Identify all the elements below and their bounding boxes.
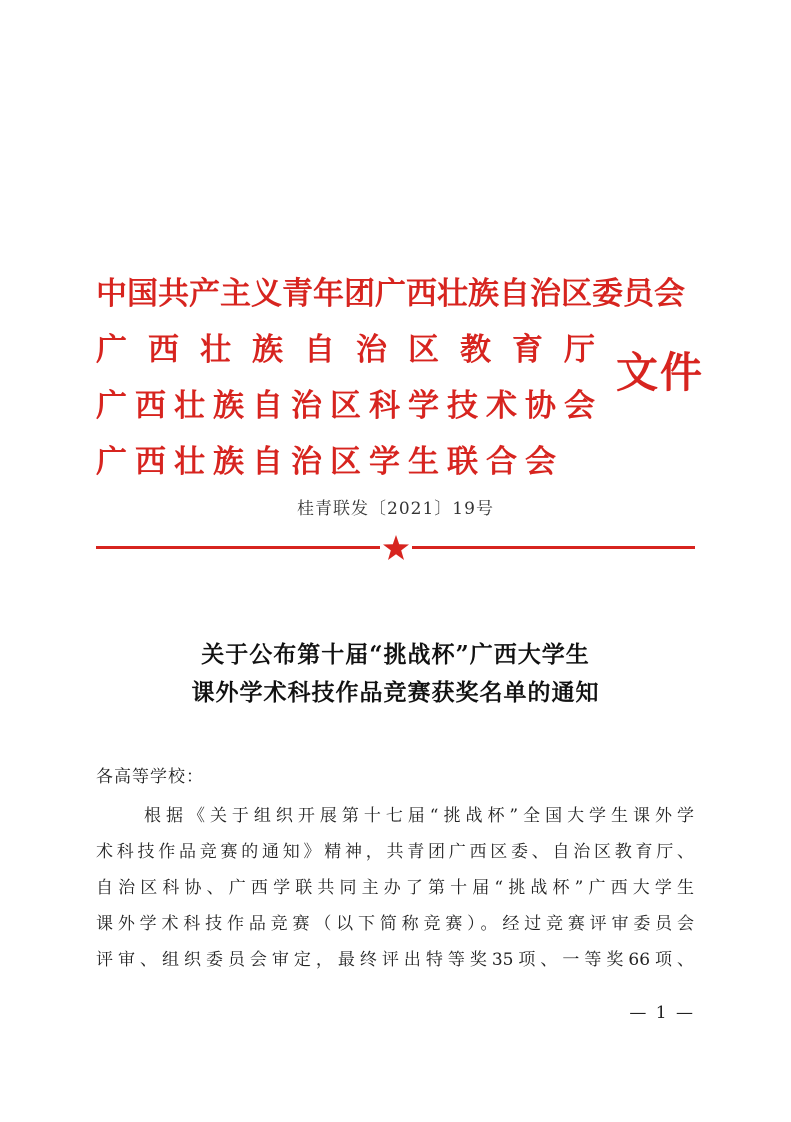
document-number: 桂青联发〔2021〕19号 [297, 499, 494, 519]
issuer-youth-league: 中国共产主义青年团广西壮族自治区委员会 [96, 276, 685, 312]
notice-title [0, 636, 791, 712]
body-line: 评审、组织委员会审定，最终评出特等奖35项、一等奖66项、 [96, 950, 694, 970]
issuer-science-association: 广西壮族自治区科学技术协会 [96, 388, 603, 424]
divider-line-right [412, 546, 695, 549]
document-type-label: 文件 [616, 348, 705, 397]
red-divider [96, 534, 695, 564]
body-line: 课外学术科技作品竞赛（以下简称竞赛）。经过竞赛评审委员会 [96, 914, 694, 934]
salutation: 各高等学校： [96, 767, 204, 787]
body-line: 自治区科协、广西学联共同主办了第十届“挑战杯”广西大学生 [96, 878, 694, 898]
body-line: 术科技作品竞赛的通知》精神，共青团广西区委、自治区教育厅、 [96, 842, 694, 862]
title-line-1: 关于公布第十届“挑战杯”广西大学生 [201, 641, 590, 668]
issuer-student-federation: 广西壮族自治区学生联合会 [96, 444, 564, 480]
star-icon [382, 534, 410, 562]
page-number: — 1 — [629, 1003, 695, 1023]
body-paragraph [96, 798, 694, 978]
issuer-education-dept: 广西壮族自治区教育厅 [96, 332, 616, 368]
divider-line-left [96, 546, 380, 549]
body-line: 根据《关于组织开展第十七届“挑战杯”全国大学生课外学 [144, 806, 694, 826]
title-line-2: 课外学术科技作品竞赛获奖名单的通知 [191, 679, 600, 706]
